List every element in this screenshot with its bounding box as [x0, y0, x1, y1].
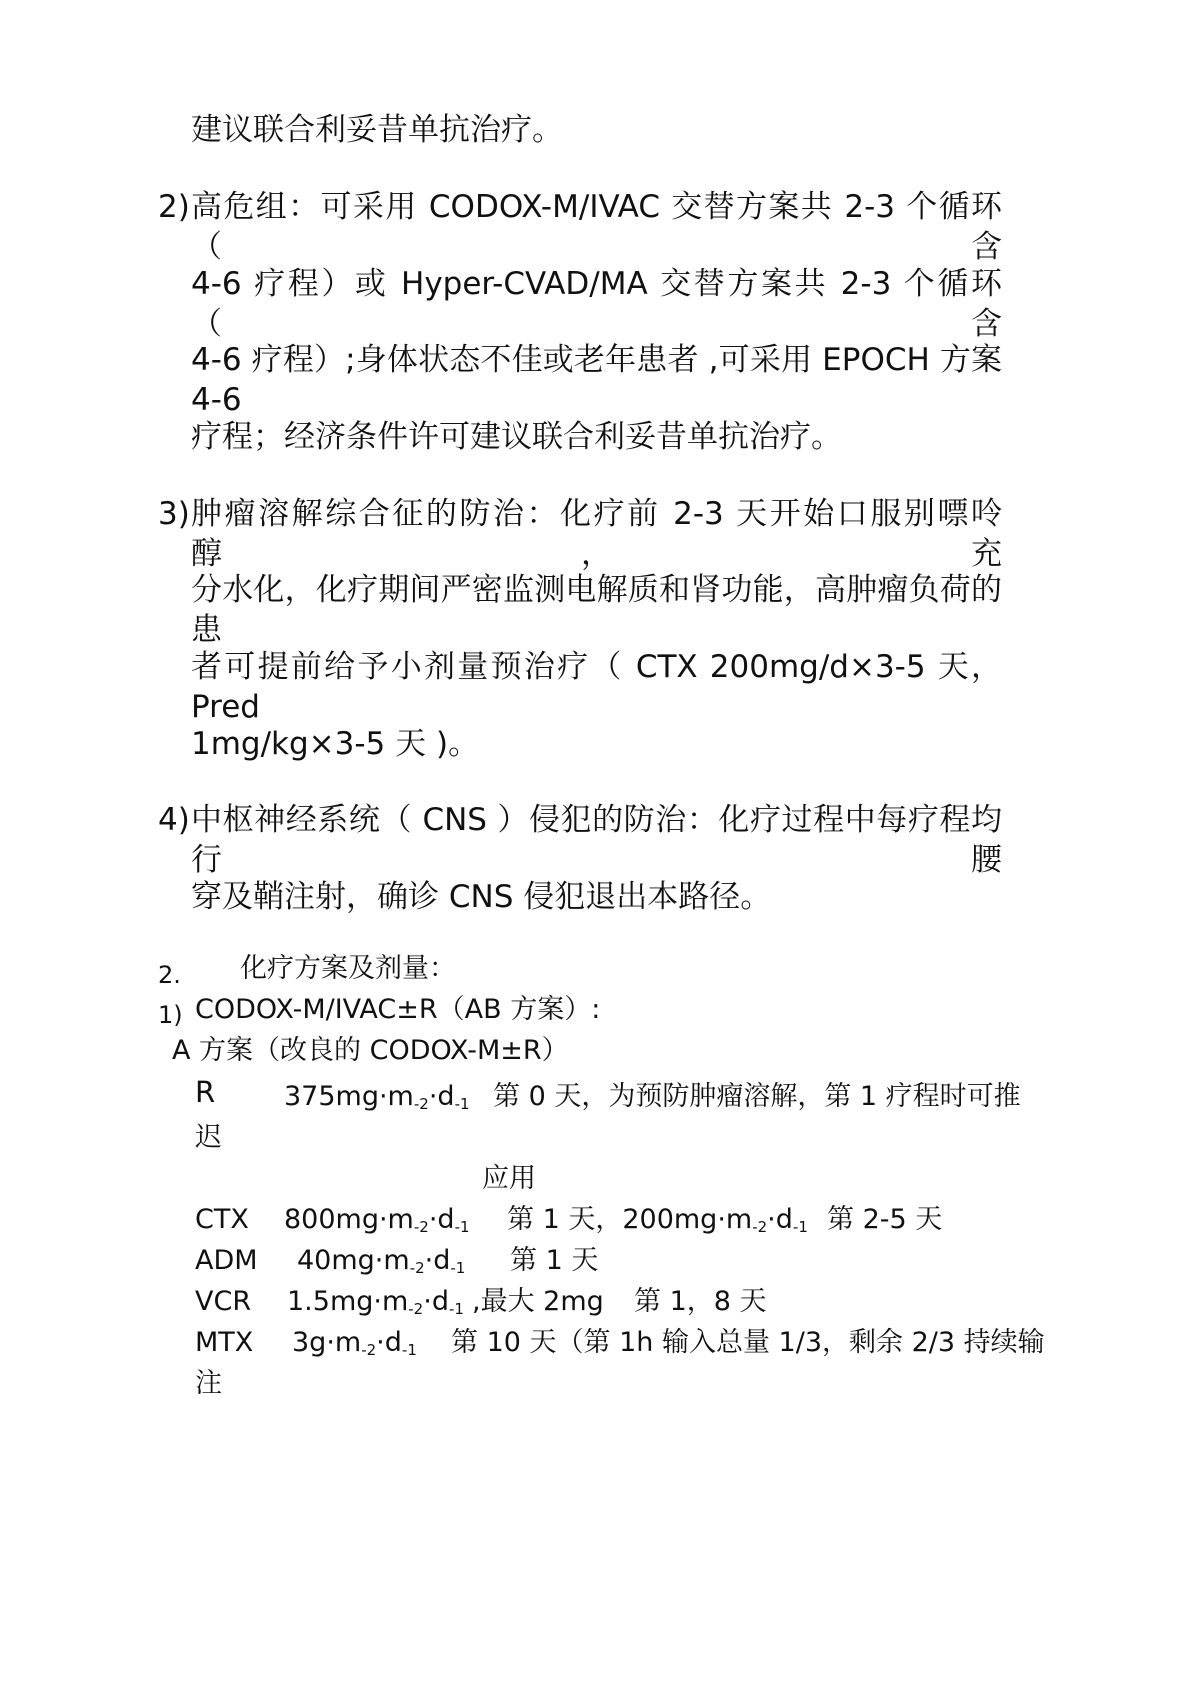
drug-dose: $40mg\cdot m_{-2}\cdot d_{-1}$ — [297, 1245, 466, 1277]
section-title: 化疗方案及剂量： — [240, 953, 456, 984]
drug-schedule-tail: 第 2-5 天 — [827, 1204, 943, 1235]
drug-schedule-wrap: 迟 — [195, 1122, 222, 1153]
paragraph-line: 者可提前给予小剂量预治疗（ CTX 200mg/d×3-5 天， Pred — [191, 649, 1002, 725]
paragraph-line: 建议联合利妥昔单抗治疗。 — [191, 112, 563, 148]
drug-dose: $1.5mg\cdot m_{-2}\cdot d_{-1}$ — [287, 1286, 464, 1318]
list-number: 2) — [158, 189, 190, 225]
paragraph-line: 4-6 疗程）;身体状态不佳或老年患者 ,可采用 EPOCH 方案 4-6 — [191, 342, 1002, 418]
drug-name: CTX — [195, 1204, 249, 1235]
section-number: 2. — [158, 961, 181, 989]
paragraph-line: 中枢神经系统（ CNS ）侵犯的防治：化疗过程中每疗程均行腰 — [191, 802, 1002, 878]
drug-name: R — [195, 1075, 216, 1109]
list-number: 4) — [158, 802, 190, 838]
drug-dose: $800mg\cdot m_{-2}\cdot d_{-1}$ — [284, 1204, 470, 1236]
drug-schedule-wrap: 应用 — [482, 1163, 536, 1194]
drug-name: VCR — [195, 1286, 252, 1317]
drug-schedule: 第 0 天，为预防肿瘤溶解，第 1 疗程时可推 — [493, 1081, 1021, 1112]
drug-schedule: 第 1 天，$200mg\cdot m_{-2}\cdot d_{-1}$ — [507, 1204, 808, 1236]
drug-schedule-wrap: 注 — [195, 1368, 222, 1399]
paragraph-line: 疗程；经济条件许可建议联合利妥昔单抗治疗。 — [191, 419, 842, 455]
drug-schedule: 第 10 天（第 1h 输入总量 1/3，剩余 2/3 持续输 — [451, 1327, 1045, 1358]
drug-name: MTX — [195, 1327, 254, 1358]
drug-dose: $3g\cdot m_{-2}\cdot d_{-1}$ — [292, 1327, 417, 1359]
plan-title: A 方案（改良的 CODOX-M±R） — [172, 1035, 569, 1066]
list-number: 3) — [158, 496, 190, 532]
drug-schedule: 第 1 天 — [510, 1245, 599, 1276]
drug-dose: $375mg\cdot m_{-2}\cdot d_{-1}$ — [284, 1081, 470, 1113]
subsection-title: CODOX-M/IVAC±R（AB 方案）: — [195, 994, 601, 1025]
paragraph-line: 穿及鞘注射，确诊 CNS 侵犯退出本路径。 — [191, 879, 772, 915]
subsection-number: 1) — [158, 1001, 183, 1029]
paragraph-line: 4-6 疗程）或 Hyper-CVAD/MA 交替方案共 2-3 个循环（含 — [191, 266, 1002, 342]
paragraph-line: 肿瘤溶解综合征的防治：化疗前 2-3 天开始口服别嘌呤醇，充 — [191, 496, 1002, 572]
paragraph-line: 分水化，化疗期间严密监测电解质和肾功能，高肿瘤负荷的患 — [191, 572, 1002, 648]
paragraph-line: 1mg/kg×3-5 天 )。 — [191, 726, 480, 762]
drug-name: ADM — [195, 1245, 258, 1276]
drug-schedule: 第 1，8 天 — [634, 1286, 767, 1317]
paragraph-line: 高危组：可采用 CODOX-M/IVAC 交替方案共 2-3 个循环（含 — [191, 189, 1002, 265]
drug-max-dose: ,最大 2mg — [472, 1286, 604, 1317]
